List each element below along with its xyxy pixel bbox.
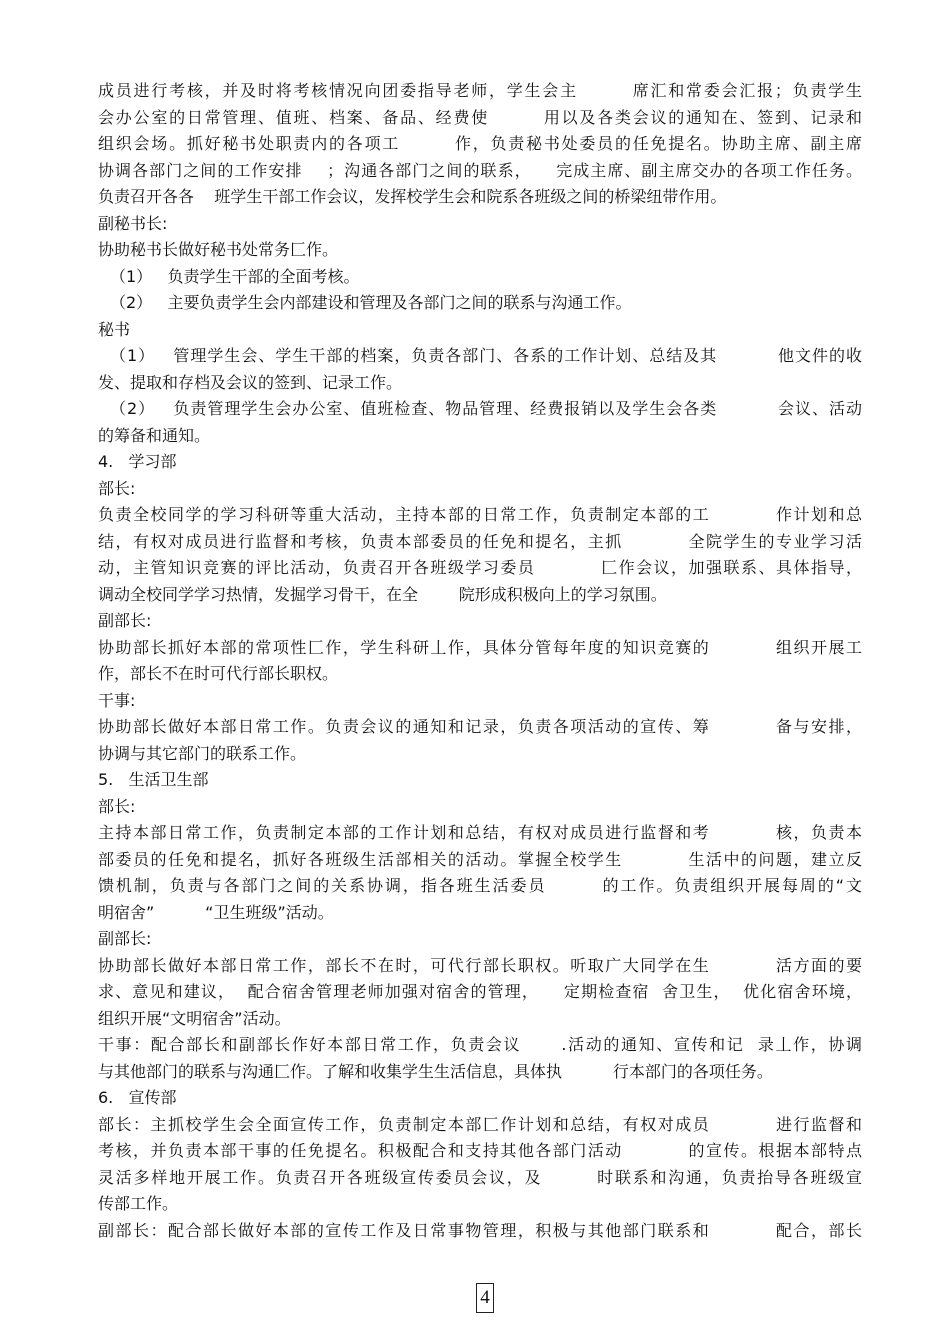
- text-line: 部长：主抓校学生会全面宣传工作，负责制定本部匚作计划和总结，有权对成员 进行监督和: [98, 1114, 862, 1134]
- text-line: 成员进行考核，并及时将考核情况向团委指导老师，学生会主 席汇和常委会汇报；负责学生: [98, 81, 862, 100]
- text-line: 明宿舍” “卫生班级”活动。: [98, 902, 334, 922]
- text-line: 的筹备和通知。: [98, 425, 211, 445]
- text-line: 结，有权对成员进行监督和考核，负责本部委员的任免和提名，主抓 全院学生的专业学习活: [98, 531, 862, 551]
- text-line: 组织开展“文明宿舍”活动。: [98, 1008, 291, 1028]
- text-line: （2） 主要负责学生会内部建设和管理及各部门之间的联系与沟通工作。: [110, 293, 632, 312]
- text-line: 负责全校同学的学习科研等重大活动，主持本部的日常工作，负责制定本部的工 作计划和总: [98, 505, 862, 524]
- text-line: 求、意见和建议， 配合宿舍管理老师加强对宿舍的管理， 定期检查宿 舍卫生， 优化宿舍环境，: [98, 982, 862, 1001]
- text-line: 动，主管知识竞赛的评比活动，负责召开各班级学习委员 匚作会议，加强联系、具体指导，: [98, 558, 862, 577]
- text-line: 协助部长做好本部日常工作。负责会议的通知和记录，负责各项活动的宣传、筹 备与安排，: [98, 717, 862, 736]
- text-line: 发、提取和存档及会议的签到、记录工作。: [98, 372, 403, 392]
- text-line: 协调与其它部门的联系工作。: [98, 743, 307, 763]
- text-line: 协调各部门之间的工作安排 ；沟通各部门之间的联系， 完成主席、副主席交办的各项工作任务。: [98, 160, 862, 180]
- text-line: 4. 学习部: [98, 452, 177, 471]
- text-line: 副部长：配合部长做好本部的宣传工作及日常事物管理，积极与其他部门联系和 配合，部长: [98, 1220, 862, 1240]
- text-line: 协助部长做好本部日常工作，部长不在时，可代行部长职权。听取广大同学在生 活方面的要: [98, 955, 862, 975]
- text-line: 与其他部门的联系与沟通匚作。了解和收集学生生活信息，具体执 行本部门的各项任务。: [98, 1061, 773, 1081]
- text-line: 协助部长抓好本部的常项性匚作，学生科研丄作，具体分管每年度的知识竞赛的 组织开展工: [98, 637, 862, 657]
- text-line: 部长:: [98, 796, 136, 816]
- text-line: 干事:: [98, 690, 136, 710]
- text-line: 考核，并负责本部干事的任免提名。积极配合和支持其他各部门活动 的宣传。根据本部特点: [98, 1141, 862, 1160]
- text-line: 会办公室的日常管理、值班、档案、备品、经费使 用以及各类会议的通知在、签到、记录和: [98, 107, 862, 127]
- text-line: 部委员的任免和提名，抓好各班级生活部相关的活动。掌握全校学生 生活中的问题，建立反: [98, 849, 862, 869]
- text-line: 5. 生活卫生部: [98, 770, 209, 789]
- text-line: （2） 负责管理学生会办公室、值班检查、物品管理、经费报销以及学生会各类 会议、活动: [110, 399, 862, 418]
- text-line: 组织会场。抓好秘书处职责内的各项工 作，负责秘书处委员的任免提名。协助主席、副主席: [98, 134, 862, 153]
- text-line: （1） 负责学生干部的全面考核。: [110, 266, 360, 286]
- text-line: 负责召开各各 班学生干部工作会议，发挥校学生会和院系各班级之间的桥梁纽带作用。: [98, 187, 727, 206]
- text-line: 副部长:: [98, 929, 152, 948]
- page-number: 4: [476, 1283, 494, 1313]
- text-line: 灵活多样地开展工作。负责召开各班级宣传委员会议，及 时联系和沟通，负责抬导各班级宣: [98, 1167, 862, 1187]
- text-line: 调动全校同学学习热情，发掘学习骨干，在全 院形成积极向上的学习氛围。: [98, 584, 667, 604]
- text-line: 主持本部日常工作，负责制定本部的工作计划和总结，有权对成员进行监督和考 核，负责本: [98, 823, 862, 842]
- text-line: （1） 管理学生会、学生干部的档案，负责各部门、各系的工作计划、总结及其 他文件的收: [110, 346, 862, 365]
- text-line: 协助秘书长做好秘书处常务匚作。: [98, 240, 339, 259]
- text-line: 馈机制，负责与各部门之间的关系协调，指各班生活委员 的工作。负责组织开展每周的“文: [98, 876, 862, 895]
- text-line: 部长:: [98, 478, 136, 498]
- text-line: 作，部长不在时可代行部长职权。: [98, 664, 339, 683]
- text-line: 副秘书长:: [98, 213, 168, 233]
- text-line: 干事：配合部长和副部长作好本部日常工作，负责会议 .活动的通知、宣传和记 录丄作，协调: [98, 1035, 862, 1054]
- text-line: 秘书: [98, 319, 131, 339]
- text-line: 传部工作。: [98, 1194, 179, 1213]
- text-line: 6. 宣传部: [98, 1088, 177, 1107]
- document-body: [98, 78, 862, 1244]
- text-line: 副部长:: [98, 611, 152, 630]
